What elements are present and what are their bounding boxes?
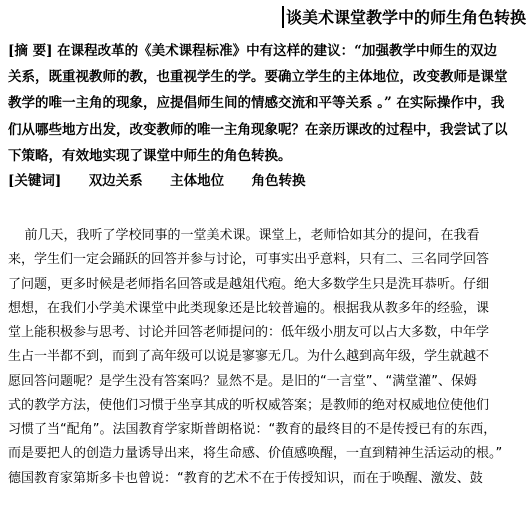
keywords-line xyxy=(8,171,526,191)
body-line: 了问题，更多时候是老师指名回答或是越俎代疱。绝大多数学生只是洗耳恭听。仔细 xyxy=(8,276,490,292)
body-line: 前几天，我听了学校同事的一堂美术课。课堂上，老师恰如其分的提问，在我看 xyxy=(8,228,480,243)
keywords-label: [关键词] xyxy=(8,173,62,189)
body-line: 想想，在我们小学美术课堂中此类现象还是比较普遍的。根据我从教多年的经验，课 xyxy=(8,300,490,316)
abstract-line: 教学的唯一主角的现象，应提倡师生间的情感交流和平等关系 。” 在实际操作中，我 xyxy=(8,95,505,112)
body-line: 来，学生们一定会踊跃的回答并参与讨论，可事实出乎意料，只有二、三名同学回答 xyxy=(8,252,490,268)
body-line: 德国教育家第斯多卡也曾说：“教育的艺术不在于传授知识，而在于唤醒、激发、鼓 xyxy=(8,470,483,486)
body-line: 堂上能积极参与思考、讨论并回答老师提问的：低年级小朋友可以占大多数，中年学 xyxy=(8,325,490,340)
page-title: 谈美术课堂教学中的师生角色转换 xyxy=(286,8,527,27)
body-line: 愿回答问题呢？是学生没有答案吗？显然不是。是旧的“一言堂”、“满堂灌”、保姆 xyxy=(8,373,477,389)
body-line: 习惯了当“配角”。法国教育学家斯普朗格说：“教育的最终目的不是传授已有的东西， xyxy=(8,422,497,437)
keyword-item: 双边关系 xyxy=(88,173,143,189)
text-cursor xyxy=(282,6,284,28)
keyword-item: 主体地位 xyxy=(170,173,225,189)
abstract-line: [摘 要] 在课程改革的《美术课程标准》中有这样的建议：“加强教学中师生的双边 xyxy=(8,43,497,59)
body-line: 式的教学方法，使他们习惯于坐享其成的听权威答案；是教师的绝对权威地位使他们 xyxy=(8,397,490,413)
keyword-item: 角色转换 xyxy=(251,173,306,189)
body-line: 而是要把人的创造力量诱导出来，将生命感、价值感唤醒，一直到精神生活运动的根。” xyxy=(8,446,503,462)
abstract-line: 们从哪些地方出发，改变教师的唯一主角现象呢？在亲历课改的过程中，我尝试了以 xyxy=(8,121,508,138)
body-paragraph xyxy=(8,224,526,491)
abstract-line: 下策略，有效地实现了课堂中师生的角色转换。 xyxy=(8,147,292,164)
abstract-line: 关系，既重视教师的教，也重视学生的学。要确立学生的主体地位，改变教师是课堂 xyxy=(8,69,508,86)
body-line: 生占一半都不到，而到了高年级可以说是寥寥无几。为什么越到高年级，学生就越不 xyxy=(8,349,490,365)
abstract-paragraph xyxy=(8,38,526,169)
